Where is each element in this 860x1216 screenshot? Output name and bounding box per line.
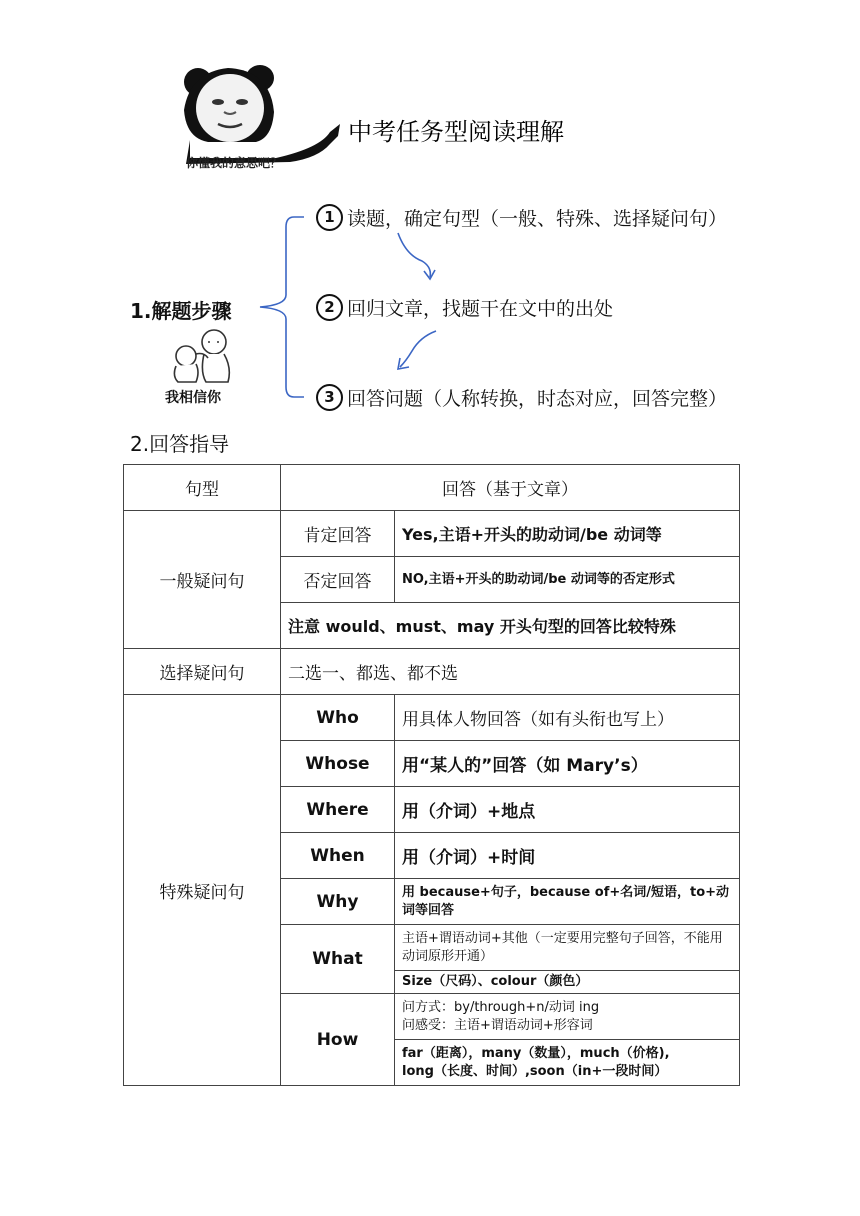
how-line: long（长度、时间）,soon（in+一段时间） bbox=[402, 1063, 668, 1079]
table-cell: 用 because+句子，because of+名词/短语，to+动词等回答 bbox=[395, 879, 740, 925]
table-cell: 二选一、都选、都不选 bbox=[281, 649, 740, 695]
sub-label: Why bbox=[281, 879, 395, 925]
row-label: 特殊疑问句 bbox=[124, 695, 281, 1086]
steps-heading: 1.解题步骤 bbox=[130, 299, 232, 323]
sub-label: When bbox=[281, 833, 395, 879]
sub-label: Who bbox=[281, 695, 395, 741]
curly-bracket bbox=[250, 205, 320, 410]
step-text: 回归文章，找题干在文中的出处 bbox=[347, 298, 614, 320]
step-text: 回答问题（人称转换，时态对应，回答完整） bbox=[347, 388, 728, 410]
answer-guide-table bbox=[123, 464, 740, 1086]
table-cell: 用（介词）+时间 bbox=[395, 833, 740, 879]
page-title: 中考任务型阅读理解 bbox=[348, 118, 564, 146]
table-cell: 用“某人的”回答（如 Mary’s） bbox=[395, 741, 740, 787]
sub-label: What bbox=[281, 925, 395, 994]
row-label: 一般疑问句 bbox=[124, 511, 281, 649]
step-number: 2 bbox=[316, 294, 343, 321]
table-cell: Yes,主语+开头的助动词/be 动词等 bbox=[395, 511, 740, 557]
sub-label: How bbox=[281, 994, 395, 1086]
table-row bbox=[124, 695, 740, 741]
flow-arrows bbox=[380, 225, 460, 395]
meme-caption: 你懂我的意思吧？ bbox=[186, 156, 283, 170]
how-line: 问方式：by/through+n/动词 ing bbox=[402, 999, 600, 1015]
how-line: far（距离），many（数量），much（价格), bbox=[402, 1045, 670, 1061]
table-cell: NO,主语+开头的助动词/be 动词等的否定形式 bbox=[395, 557, 740, 603]
sub-label: Where bbox=[281, 787, 395, 833]
sub-label: 肯定回答 bbox=[281, 511, 395, 557]
step-item bbox=[316, 294, 613, 321]
table-cell: 用具体人物回答（如有头衔也写上） bbox=[395, 695, 740, 741]
guide-heading: 2.回答指导 bbox=[130, 432, 230, 456]
table-cell: 用（介词）+地点 bbox=[395, 787, 740, 833]
step-number: 1 bbox=[316, 204, 343, 231]
table-cell: 注意 would、must、may 开头句型的回答比较特殊 bbox=[281, 603, 740, 649]
header-cell: 句型 bbox=[124, 465, 281, 511]
table-cell bbox=[395, 1040, 740, 1086]
sub-label: 否定回答 bbox=[281, 557, 395, 603]
step-text: 读题，确定句型（一般、特殊、选择疑问句） bbox=[347, 208, 728, 230]
table-header-row bbox=[124, 465, 740, 511]
table-cell: 主语+谓语动词+其他（一定要用完整句子回答，不能用动词原形开通） bbox=[395, 925, 740, 971]
sub-label: Whose bbox=[281, 741, 395, 787]
row-label: 选择疑问句 bbox=[124, 649, 281, 695]
table-row bbox=[124, 649, 740, 695]
header-cell: 回答（基于文章） bbox=[281, 465, 740, 511]
step-number: 3 bbox=[316, 384, 343, 411]
table-row bbox=[124, 511, 740, 557]
step-item bbox=[316, 204, 727, 231]
step-item bbox=[316, 384, 727, 411]
table-cell bbox=[395, 994, 740, 1040]
hug-sticker-image bbox=[160, 328, 240, 384]
table-cell: Size（尺码）、colour（颜色） bbox=[395, 971, 740, 994]
how-line: 问感受：主语+谓语动词+形容词 bbox=[402, 1017, 593, 1033]
sticker-caption: 我相信你 bbox=[165, 390, 221, 406]
